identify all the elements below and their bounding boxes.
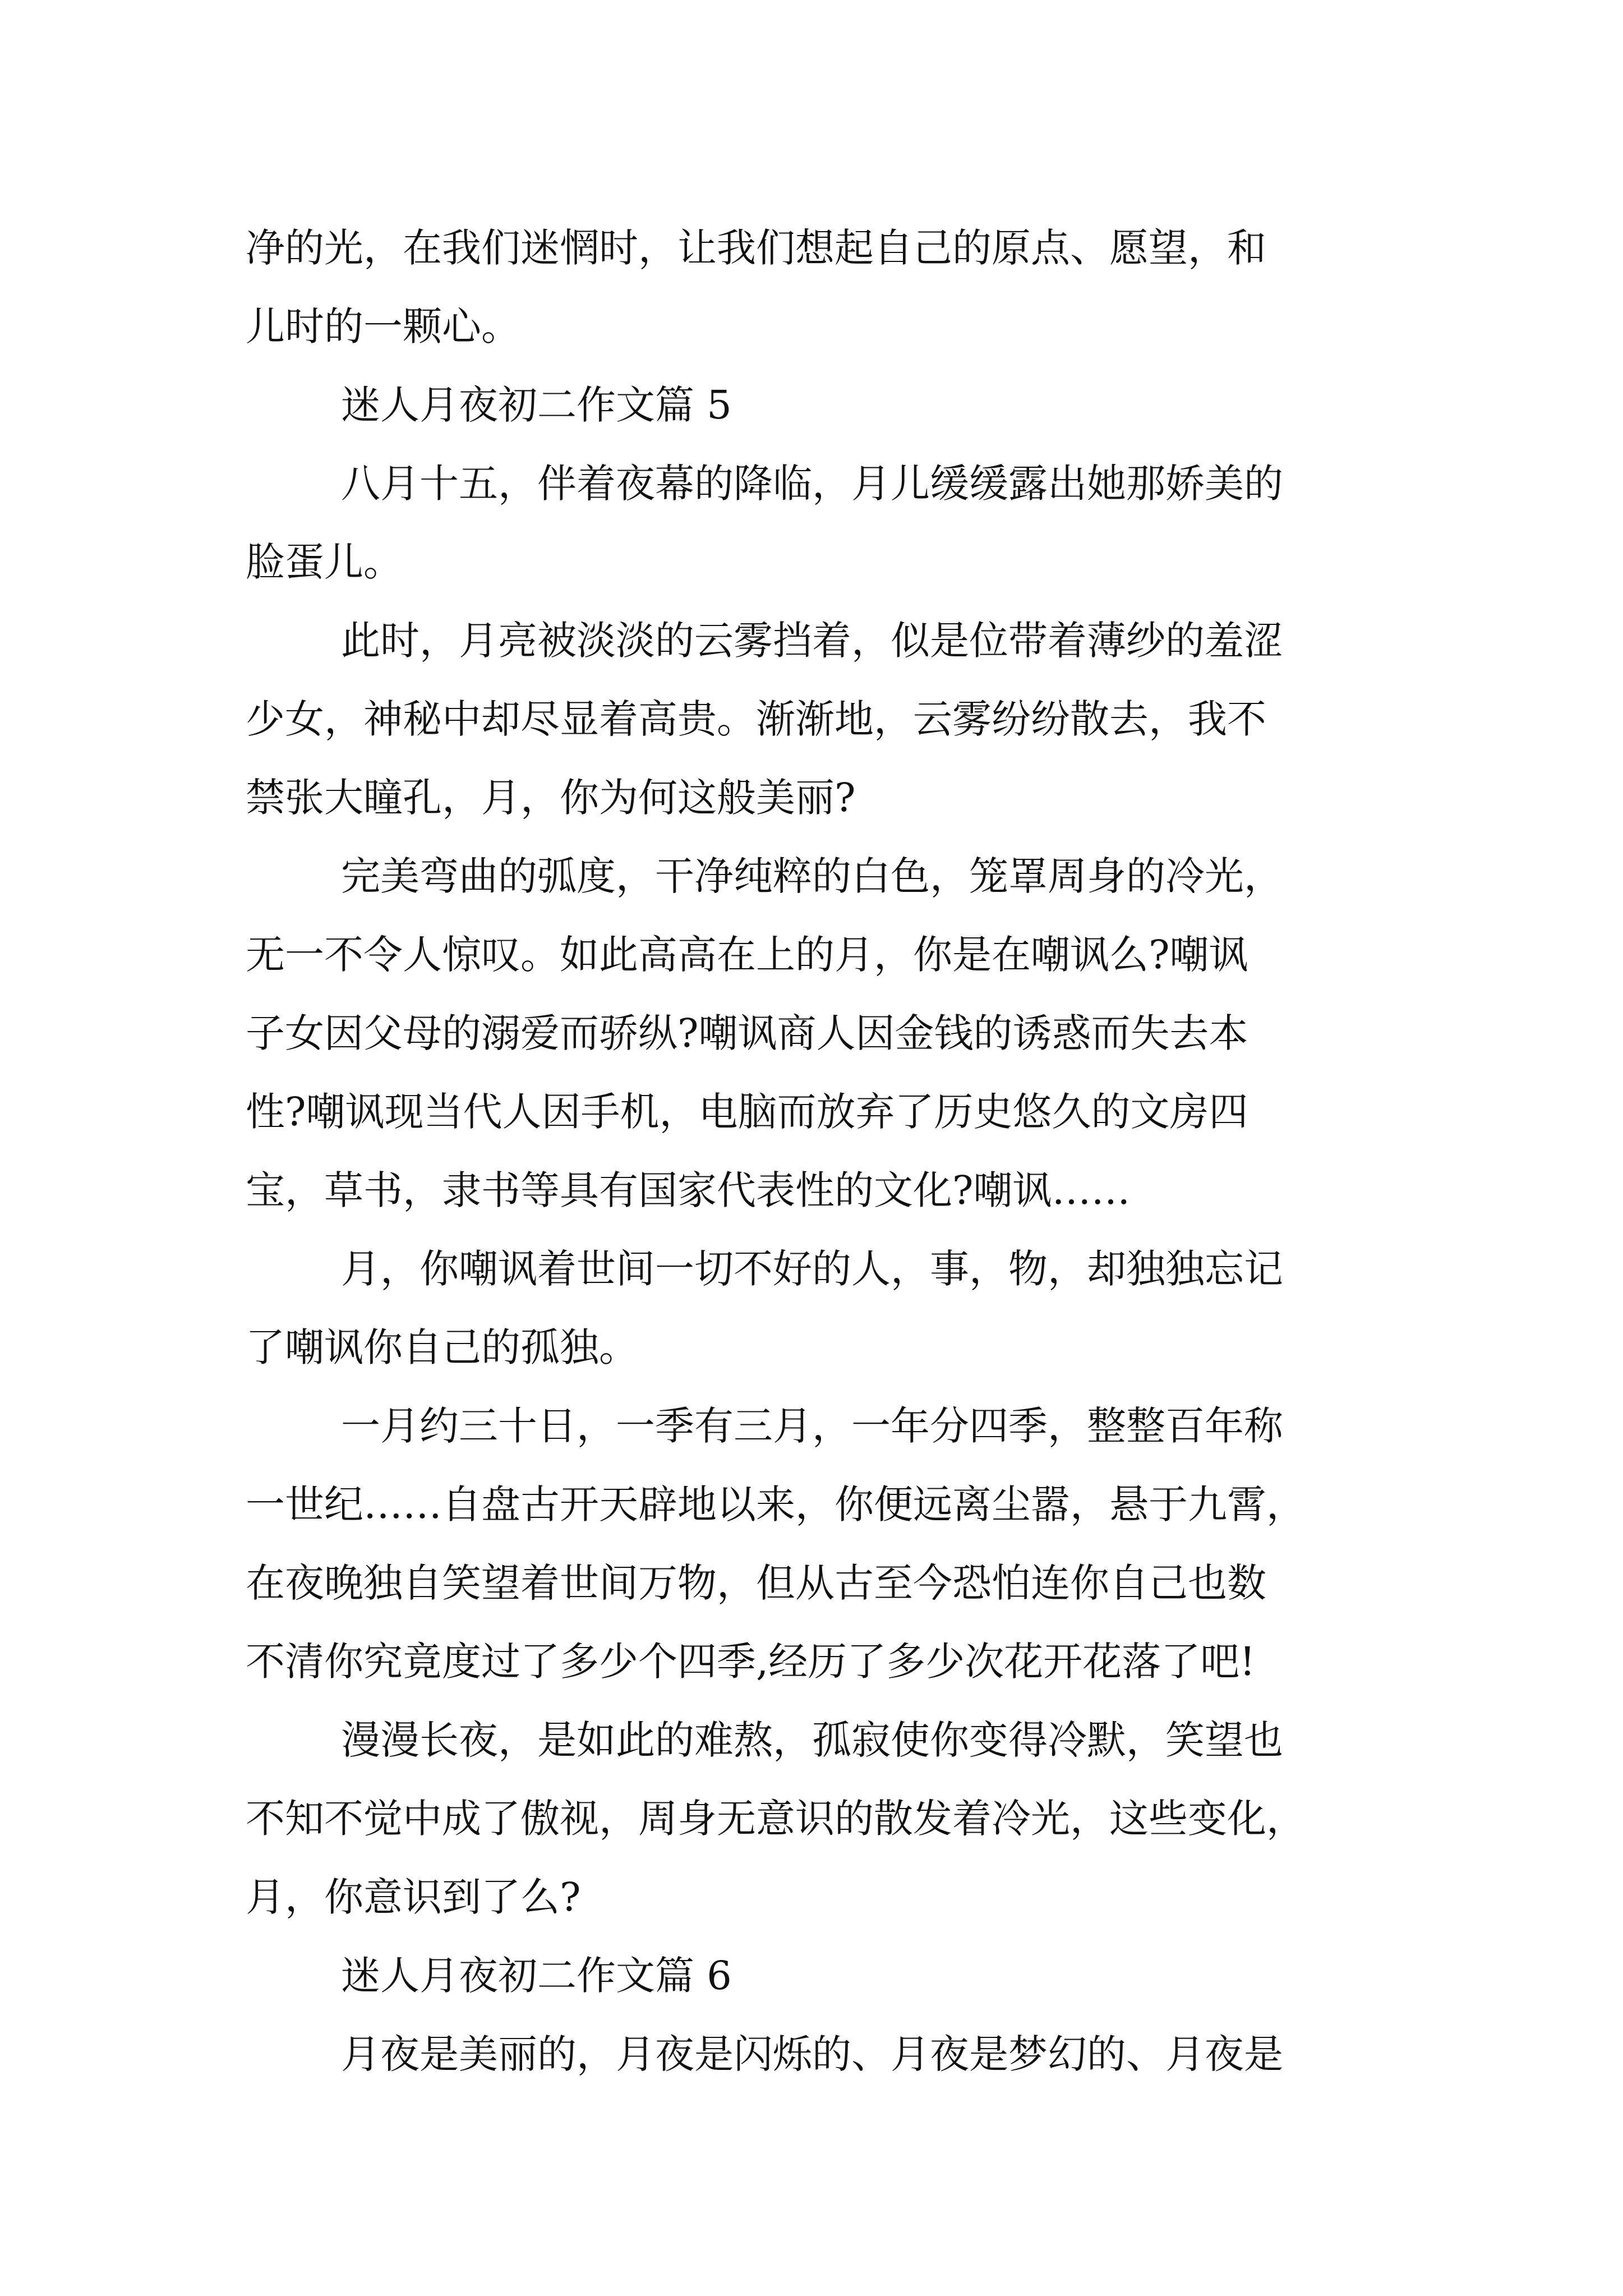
text-line: 无一不令人惊叹。如此高高在上的月，你是在嘲讽么?嘲讽 [246,932,1248,978]
text-line: 宝，草书，隶书等具有国家代表性的文化?嘲讽…… [246,1167,1131,1213]
text-line: 不知不觉中成了傲视，周身无意识的散发着冷光，这些变化， [246,1796,1306,1842]
text-line: 禁张大瞳孔，月，你为何这般美丽? [246,775,856,821]
text-line: 一世纪……自盘古开天辟地以来，你便远离尘嚣，悬于九霄， [246,1481,1306,1527]
text-line: 月，你嘲讽着世间一切不好的人，事，物，却独独忘记 [341,1246,1283,1292]
document-body [246,209,1384,2093]
text-line: 净的光，在我们迷惘时，让我们想起自己的原点、愿望，和 [246,225,1266,271]
text-line: 不清你究竟度过了多少个四季,经历了多少次花开花落了吧! [246,1639,1256,1685]
text-line: 子女因父母的溺爱而骄纵?嘲讽商人因金钱的诱惑而失去本 [246,1010,1248,1056]
text-line: 月夜是美丽的，月夜是闪烁的、月夜是梦幻的、月夜是 [341,2031,1283,2077]
text-line: 漫漫长夜，是如此的难熬，孤寂使你变得冷默，笑望也 [341,1717,1283,1763]
text-line: 一月约三十日，一季有三月，一年分四季，整整百年称 [341,1403,1283,1449]
text-line: 性?嘲讽现当代人因手机，电脑而放弃了历史悠久的文房四 [246,1089,1248,1135]
text-line: 少女，神秘中却尽显着高贵。渐渐地，云雾纷纷散去，我不 [246,696,1266,742]
text-line: 在夜晚独自笑望着世间万物，但从古至今恐怕连你自己也数 [246,1560,1266,1606]
section-heading: 迷人月夜初二作文篇 5 [341,382,732,428]
text-line: 此时，月亮被淡淡的云雾挡着，似是位带着薄纱的羞涩 [341,618,1283,664]
text-line: 脸蛋儿。 [246,539,403,585]
text-line: 了嘲讽你自己的孤独。 [246,1324,638,1370]
text-line: 月，你意识到了么? [246,1874,581,1920]
text-line: 儿时的一颗心。 [246,303,520,349]
text-line: 完美弯曲的弧度，干净纯粹的白色，笼罩周身的冷光， [341,853,1283,899]
section-heading: 迷人月夜初二作文篇 6 [341,1953,732,1999]
text-line: 八月十五，伴着夜幕的降临，月儿缓缓露出她那娇美的 [341,461,1283,507]
